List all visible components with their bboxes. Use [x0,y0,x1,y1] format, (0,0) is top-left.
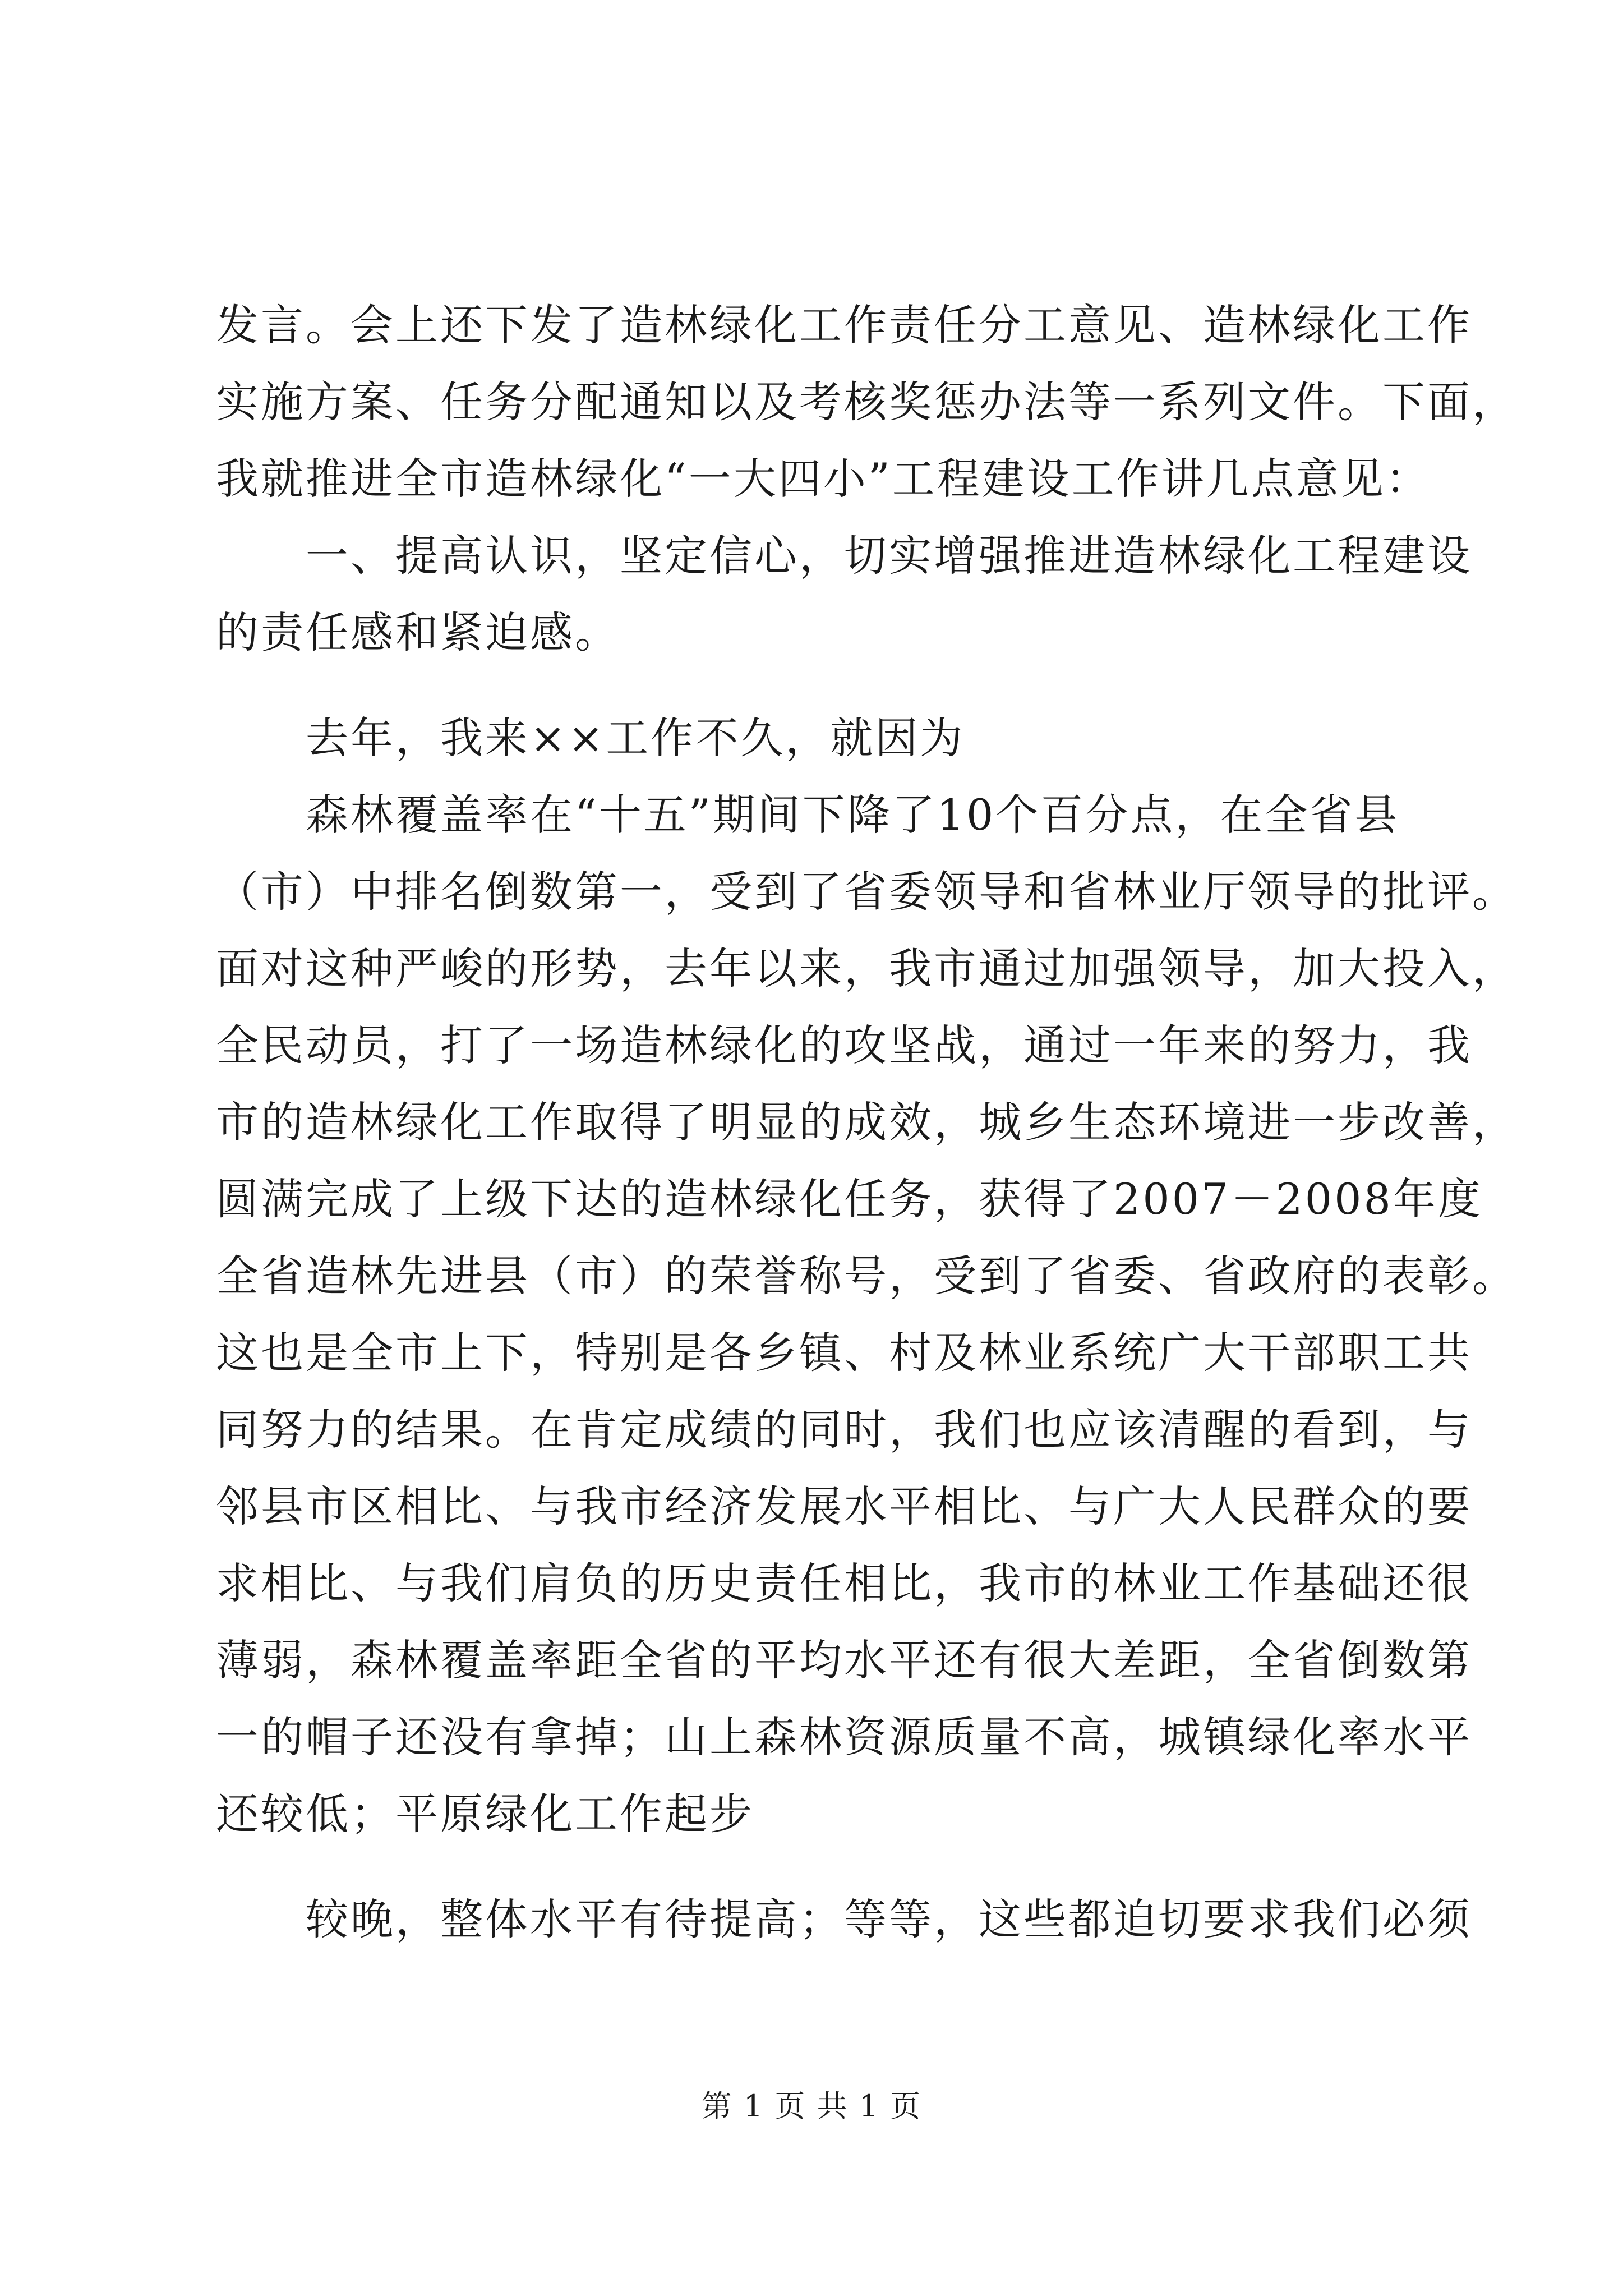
text-line: 还较低；平原绿化工作起步 [216,1789,754,1839]
text-line: 邻县市区相比、与我市经济发展水平相比、与广大人民群众的要 [216,1481,1472,1531]
text-line: 去年，我来××工作不久，就因为 [306,713,965,763]
text-line: 发言。会上还下发了造林绿化工作责任分工意见、造林绿化工作 [216,300,1472,350]
text-line: 求相比、与我们肩负的历史责任相比，我市的林业工作基础还很 [216,1558,1472,1608]
text-line: 实施方案、任务分配通知以及考核奖惩办法等一系列文件。下面， [216,377,1517,427]
text-line: 同努力的结果。在肯定成绩的同时，我们也应该清醒的看到，与 [216,1405,1472,1455]
text-line: （市）中排名倒数第一，受到了省委领导和省林业厅领导的批评。 [216,867,1517,917]
text-line: 圆满完成了上级下达的造林绿化任务，获得了2007－2008年度 [216,1174,1483,1224]
text-line: 较晚，整体水平有待提高；等等，这些都迫切要求我们必须 [306,1894,1472,1944]
section-heading-line: 的责任感和紧迫感。 [216,608,620,657]
section-heading-line: 一、提高认识，坚定信心，切实增强推进造林绿化工程建设 [306,531,1472,581]
text-line: 薄弱，森林覆盖率距全省的平均水平还有很大差距，全省倒数第 [216,1635,1472,1685]
text-line: 森林覆盖率在“十五”期间下降了10个百分点，在全省县 [306,790,1400,840]
page-footer: 第 1 页 共 1 页 [701,2088,922,2124]
text-line: 市的造林绿化工作取得了明显的成效，城乡生态环境进一步改善， [216,1097,1517,1147]
text-line: 面对这种严峻的形势，去年以来，我市通过加强领导，加大投入， [216,944,1517,993]
text-line: 一的帽子还没有拿掉；山上森林资源质量不高，城镇绿化率水平 [216,1712,1472,1762]
text-line: 全省造林先进县（市）的荣誉称号，受到了省委、省政府的表彰。 [216,1251,1517,1301]
text-line: 全民动员，打了一场造林绿化的攻坚战，通过一年来的努力，我 [216,1020,1472,1070]
text-line: 这也是全市上下，特别是各乡镇、村及林业系统广大干部职工共 [216,1328,1472,1378]
text-line: 我就推进全市造林绿化“一大四小”工程建设工作讲几点意见： [216,454,1431,504]
